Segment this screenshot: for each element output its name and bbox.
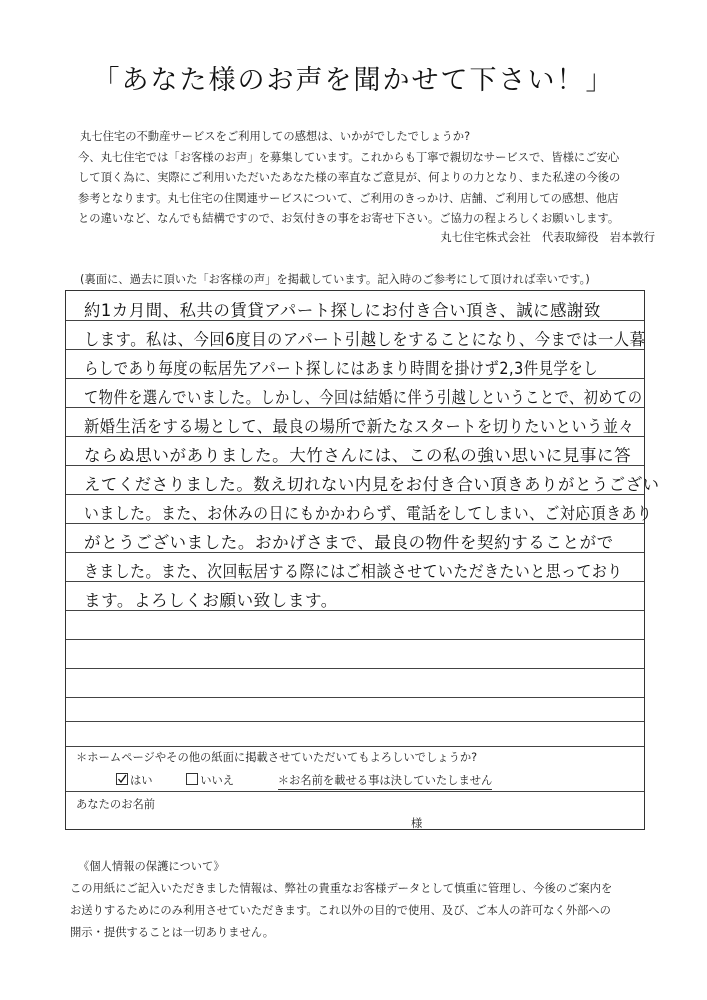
no-option[interactable] <box>186 772 234 788</box>
publish-options <box>116 772 492 790</box>
page-title: 「あなた様のお声を聞かせて下さい！」 <box>92 65 615 96</box>
no-checkbox[interactable] <box>186 773 198 785</box>
checkmark-icon <box>117 774 127 784</box>
intro-line: 丸七住宅の不動産サービスをご利用しての感想は、いかがでしたでしょうか? <box>80 130 471 143</box>
reference-note: (裏面に、過去に頂いた「お客様の声」を掲載しています。記入時のご参考にして頂ければ幸いです。) <box>80 273 590 286</box>
signature: 丸七住宅株式会社 代表取締役 岩本敦行 <box>440 231 655 244</box>
handwritten-line: えてくださりました。数え切れない内見をお付き合い頂きありがとうござい <box>84 475 660 494</box>
privacy-line: お送りするためにのみ利用させていただきます。これ以外の目的で使用、及び、ご本人の許可なく外部への <box>70 904 611 917</box>
handwritten-line: 新婚生活をする場として、最良の場所で新たなスタートを切りたいという並々 <box>84 417 635 436</box>
ruled-line <box>66 721 644 722</box>
handwritten-line: て物件を選んでいました。しかし、今回は結婚に伴う引越しということで、初めての <box>84 388 643 407</box>
intro-text <box>78 127 638 230</box>
handwritten-line: します。私は、今回6度目のアパート引越しをすることになり、今までは一人暮 <box>84 330 646 349</box>
name-privacy-note: ＊お名前を載せる事は決していたしません <box>278 772 493 790</box>
privacy-text <box>70 878 650 944</box>
handwritten-line: ます。よろしくお願い致します。 <box>84 591 338 610</box>
no-label: いいえ <box>200 774 235 787</box>
handwritten-line: いました。また、お休みの日にもかかわらず、電話をしてしまい、ご対応頂きあり <box>84 504 653 523</box>
yes-label: はい <box>130 774 153 787</box>
handwritten-line: がとうございました。おかげさまで、最良の物件を契約することがで <box>84 533 614 552</box>
name-label: あなたのお名前 <box>76 798 156 811</box>
privacy-line: 開示・提供することは一切ありません。 <box>70 926 275 939</box>
ruled-line <box>66 639 644 640</box>
handwritten-line: きました。また、次回転居する際にはご相談させていただきたいと思っており <box>84 562 623 581</box>
intro-line: 参考となります。丸七住宅の住関連サービスについて、ご利用のきっかけ、店舗、ご利用しての感想、他店 <box>78 191 619 205</box>
handwritten-line: 約1カ月間、私共の賃貸アパート探しにお付き合い頂き、誠に感謝致 <box>84 301 601 320</box>
intro-line: して頂く為に、実際にご利用いただいたあなた様の率直なご意見が、何よりの力となり、また私達の今後の <box>78 171 621 184</box>
comment-form-box <box>65 290 660 830</box>
question-divider <box>66 746 644 747</box>
yes-option[interactable] <box>116 772 153 788</box>
intro-line: との違いなど、なんでも結構ですので、お気付きの事をお寄せ下さい。ご協力の程よろしくお願いします。 <box>78 212 620 225</box>
privacy-line: この用紙にご記入いただきました情報は、弊社の貴重なお客様データとして慎重に管理し、今後のご案内を <box>70 882 613 895</box>
ruled-line <box>66 697 644 698</box>
intro-line: 今、丸七住宅では「お客様のお声」を募集しています。これからも丁寧で親切なサービスで、皆様にご安心 <box>78 150 620 164</box>
name-suffix: 様 <box>411 817 423 830</box>
name-divider <box>66 791 644 792</box>
ruled-line <box>66 668 644 669</box>
publish-question: ＊ホームページやその他の紙面に掲載させていただいてもよろしいでしょうか? <box>76 751 478 764</box>
yes-checkbox[interactable] <box>116 773 128 785</box>
handwritten-line: ならぬ思いがありました。大竹さんには、この私の強い思いに見事に答 <box>84 446 632 465</box>
privacy-title: 《個人情報の保護について》 <box>78 860 225 873</box>
handwritten-line: らしであり毎度の転居先アパート探しにはあまり時間を掛けず2,3件見学をし <box>84 359 599 378</box>
